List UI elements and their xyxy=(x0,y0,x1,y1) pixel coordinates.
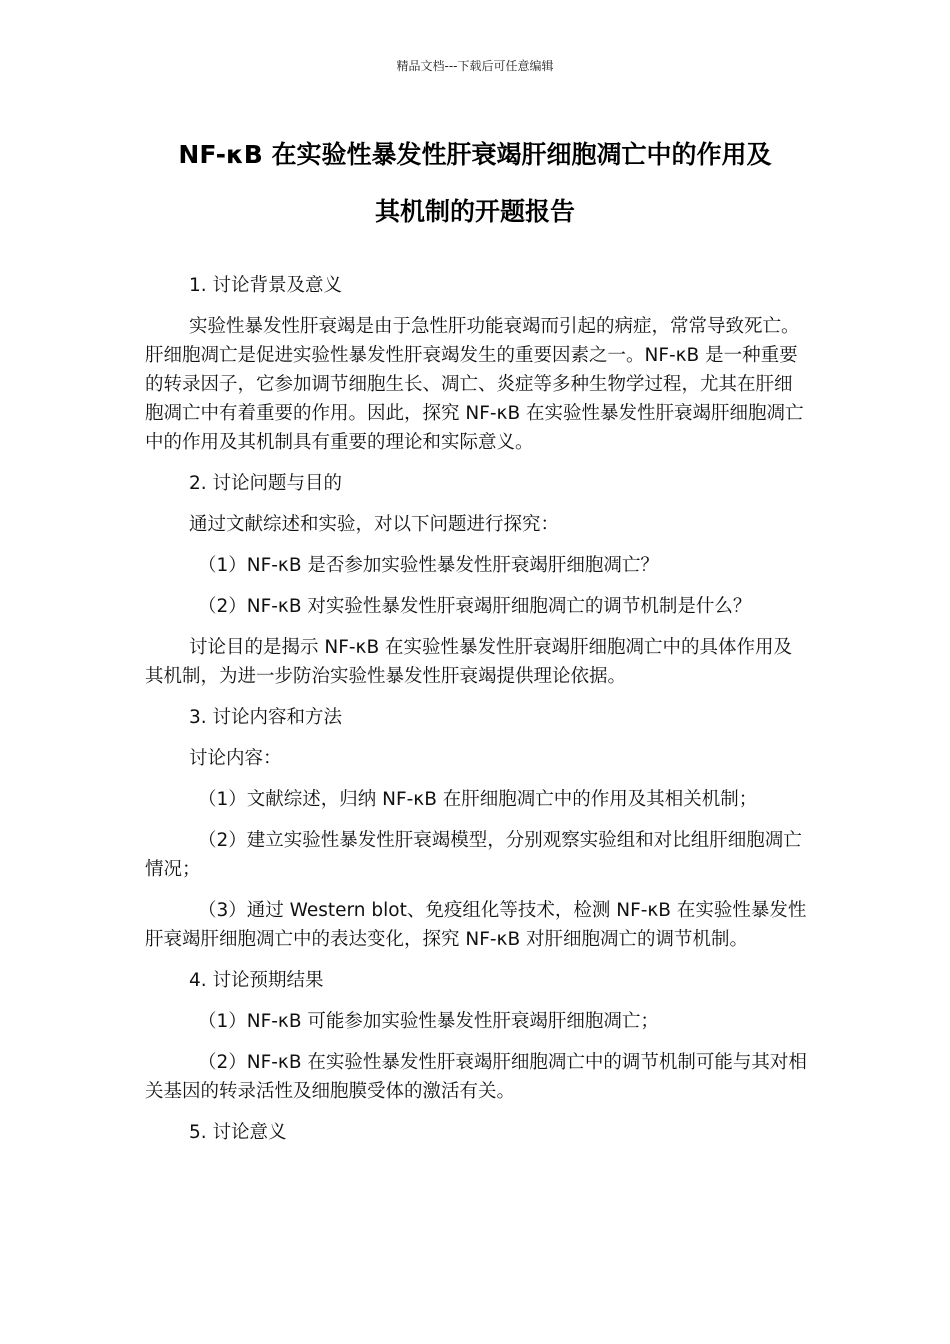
paragraph-content-label: 讨论内容： xyxy=(189,748,282,769)
header-note: 精品文档---下载后可任意编辑 xyxy=(396,59,554,73)
section-heading-background: 1. 讨论背景及意义 xyxy=(189,275,343,296)
section-heading-content-methods: 3. 讨论内容和方法 xyxy=(189,707,343,728)
list-item-result-2: （2）NF-κB 在实验性暴发性肝衰竭肝细胞凋亡中的调节机制可能与其对相关基因的转录活性及细胞膜受体的激活有关。 xyxy=(145,1052,807,1102)
list-item-content-3: （3）通过 Western blot、免疫组化等技术，检测 NF-κB 在实验性暴发性肝衰竭肝细胞凋亡中的表达变化，探究 NF-κB 对肝细胞凋亡的调节机制。 xyxy=(145,900,807,950)
paragraph-background: 实验性暴发性肝衰竭是由于急性肝功能衰竭而引起的病症，常常导致死亡。肝细胞凋亡是促进实验性暴发性肝衰竭发生的重要因素之一。NF-κB 是一种重要的转录因子，它参加调节细胞生长、凋亡、炎症等多种生物学过程，尤其在肝细胞凋亡中有着重要的作用。因此，探究 NF-κB 在实验性暴发性肝衰竭肝细胞凋亡中的作用及其机制具有重要的理论和实际意义。 xyxy=(145,316,804,453)
list-item-result-1: （1）NF-κB 可能参加实验性暴发性肝衰竭肝细胞凋亡； xyxy=(198,1011,659,1032)
section-heading-significance: 5. 讨论意义 xyxy=(189,1122,287,1143)
list-item-content-1: （1）文献综述，归纳 NF-κB 在肝细胞凋亡中的作用及其相关机制； xyxy=(198,789,758,810)
list-item-question-2: （2）NF-κB 对实验性暴发性肝衰竭肝细胞凋亡的调节机制是什么？ xyxy=(198,596,752,617)
paragraph-questions-intro: 通过文献综述和实验，对以下问题进行探究： xyxy=(189,514,560,535)
section-heading-expected-results: 4. 讨论预期结果 xyxy=(189,970,324,991)
paragraph-purpose: 讨论目的是揭示 NF-κB 在实验性暴发性肝衰竭肝细胞凋亡中的具体作用及其机制，为进一步防治实验性暴发性肝衰竭提供理论依据。 xyxy=(145,637,793,687)
section-heading-questions: 2. 讨论问题与目的 xyxy=(189,473,343,494)
document-body xyxy=(145,271,807,1159)
document-title-line-2: 其机制的开题报告 xyxy=(374,197,575,226)
list-item-content-2: （2）建立实验性暴发性肝衰竭模型，分别观察实验组和对比组肝细胞凋亡情况； xyxy=(145,830,802,880)
document-title-line-1: NF-κB 在实验性暴发性肝衰竭肝细胞凋亡中的作用及 xyxy=(178,140,772,169)
list-item-question-1: （1）NF-κB 是否参加实验性暴发性肝衰竭肝细胞凋亡？ xyxy=(198,555,659,576)
